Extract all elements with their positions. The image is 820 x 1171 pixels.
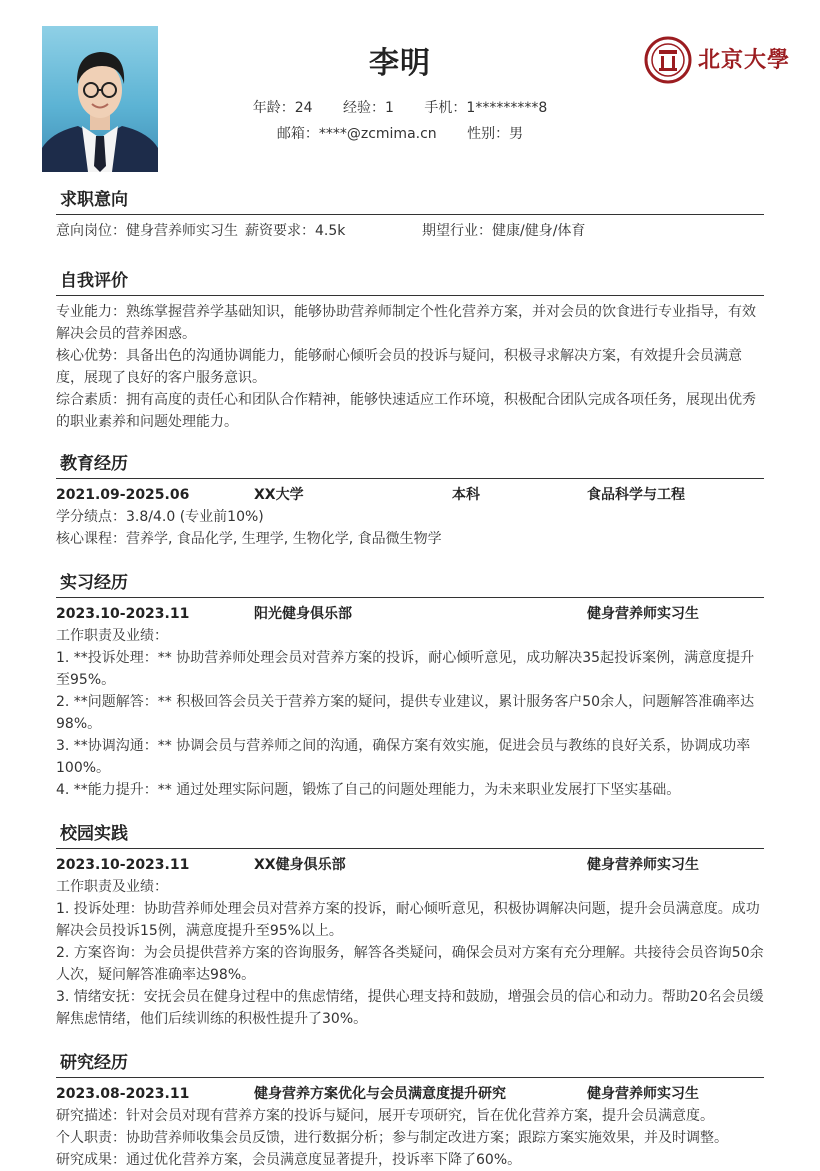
- campus-dates: 2023.10-2023.11: [56, 857, 190, 873]
- self-eval-paragraph: 综合素质：拥有高度的责任心和团队合作精神，能够快速适应工作环境，积极配合团队完成各项任务，展现出优秀的职业素养和问题处理能力。: [56, 392, 756, 430]
- internship-line: 2. **问题解答：** 积极回答会员关于营养方案的疑问，提供专业建议，累计服务客户50余人，问题解答准确率达98%。: [56, 694, 755, 732]
- section-title: 自我评价: [56, 267, 764, 296]
- research-line: 研究描述：针对会员对现有营养方案的投诉与疑问，展开专项研究，旨在优化营养方案，提升会员满意度。: [56, 1108, 714, 1124]
- campus-line: 2. 方案咨询：为会员提供营养方案的咨询服务，解答各类疑问，确保会员对方案有充分理解。共接待会员咨询50余人次，疑问解答准确率达98%。: [56, 945, 764, 983]
- education-degree: 本科: [452, 487, 480, 503]
- profile-photo: [42, 26, 158, 172]
- self-eval-paragraph: 专业能力：熟练掌握营养学基础知识，能够协助营养师制定个性化营养方案，并对会员的饮食进行专业指导，有效解决会员的营养困惑。: [56, 304, 756, 342]
- education-dates: 2021.09-2025.06: [56, 487, 190, 503]
- campus-role: 健身营养师实习生: [587, 857, 699, 873]
- education-school: XX大学: [254, 487, 304, 503]
- research-header-row: [56, 1083, 764, 1105]
- university-logo-text: 北京大學: [698, 47, 791, 73]
- section-title: 教育经历: [56, 450, 764, 479]
- section-campus-practice: [56, 820, 764, 1030]
- internship-line: 3. **协调沟通：** 协调会员与营养师之间的沟通，确保方案有效实施，促进会员与教练的良好关系，协调成功率100%。: [56, 738, 751, 776]
- internship-line: 1. **投诉处理：** 协助营养师处理会员对营养方案的投诉，耐心倾听意见，成功解决35起投诉案例，满意度提升至95%。: [56, 650, 755, 688]
- age-info: 年龄：24: [252, 100, 313, 116]
- experience-info: 经验：1: [343, 100, 394, 116]
- intent-position: 意向岗位：健身营养师实习生: [56, 223, 238, 239]
- research-line: 个人职责：协助营养师收集会员反馈，进行数据分析；参与制定改进方案；跟踪方案实施效果，并及时调整。: [56, 1130, 728, 1146]
- candidate-name: 李明: [369, 46, 431, 81]
- campus-line: 3. 情绪安抚：安抚会员在健身过程中的焦虑情绪，提供心理支持和鼓励，增强会员的信心和动力。帮助20名会员缓解焦虑情绪，他们后续训练的积极性提升了30%。: [56, 989, 764, 1027]
- research-project: 健身营养方案优化与会员满意度提升研究: [254, 1086, 506, 1102]
- self-eval-paragraph: 核心优势：具备出色的沟通协调能力，能够耐心倾听会员的投诉与疑问，积极寻求解决方案，有效提升会员满意度，展现了良好的客户服务意识。: [56, 348, 742, 386]
- section-research: [56, 1049, 764, 1171]
- section-title: 求职意向: [56, 186, 764, 215]
- intent-salary: 薪资要求：4.5k: [245, 223, 346, 239]
- email-info: 邮箱：****@zcmima.cn: [276, 126, 437, 142]
- campus-line: 工作职责及业绩：: [56, 879, 168, 895]
- university-logo: [644, 36, 794, 86]
- education-major: 食品科学与工程: [587, 487, 685, 503]
- section-title: 实习经历: [56, 569, 764, 598]
- research-role: 健身营养师实习生: [587, 1086, 699, 1102]
- internship-line: 工作职责及业绩：: [56, 628, 168, 644]
- internship-role: 健身营养师实习生: [587, 606, 699, 622]
- info-row-2: [200, 123, 600, 143]
- internship-company: 阳光健身俱乐部: [254, 606, 352, 622]
- campus-organization: XX健身俱乐部: [254, 857, 346, 873]
- info-row-1: [200, 97, 600, 117]
- section-self-evaluation: [56, 267, 764, 433]
- section-title: 研究经历: [56, 1049, 764, 1078]
- campus-line: 1. 投诉处理：协助营养师处理会员对营养方案的投诉，耐心倾听意见，积极协调解决问题，提升会员满意度。成功解决会员投诉15例，满意度提升至95%以上。: [56, 901, 760, 939]
- internship-dates: 2023.10-2023.11: [56, 606, 190, 622]
- section-job-intent: [56, 186, 764, 242]
- education-header-row: [56, 484, 764, 506]
- section-internship: [56, 569, 764, 801]
- phone-info: 手机：1*********8: [424, 100, 548, 116]
- gender-info: 性别：男: [467, 126, 524, 142]
- university-seal-icon: [644, 36, 692, 84]
- section-title: 校园实践: [56, 820, 764, 849]
- research-dates: 2023.08-2023.11: [56, 1086, 190, 1102]
- research-line: 研究成果：通过优化营养方案，会员满意度显著提升，投诉率下降了60%。: [56, 1152, 522, 1168]
- person-portrait-icon: [42, 26, 158, 172]
- section-education: [56, 450, 764, 550]
- education-line: 核心课程：营养学, 食品化学, 生理学, 生物化学, 食品微生物学: [56, 531, 442, 547]
- campus-header-row: [56, 854, 764, 876]
- education-line: 学分绩点：3.8/4.0 (专业前10%): [56, 509, 264, 525]
- internship-line: 4. **能力提升：** 通过处理实际问题，锻炼了自己的问题处理能力，为未来职业发展打下坚实基础。: [56, 782, 681, 798]
- intent-row: [56, 220, 764, 242]
- intent-industry: 期望行业：健康/健身/体育: [422, 223, 586, 239]
- internship-header-row: [56, 603, 764, 625]
